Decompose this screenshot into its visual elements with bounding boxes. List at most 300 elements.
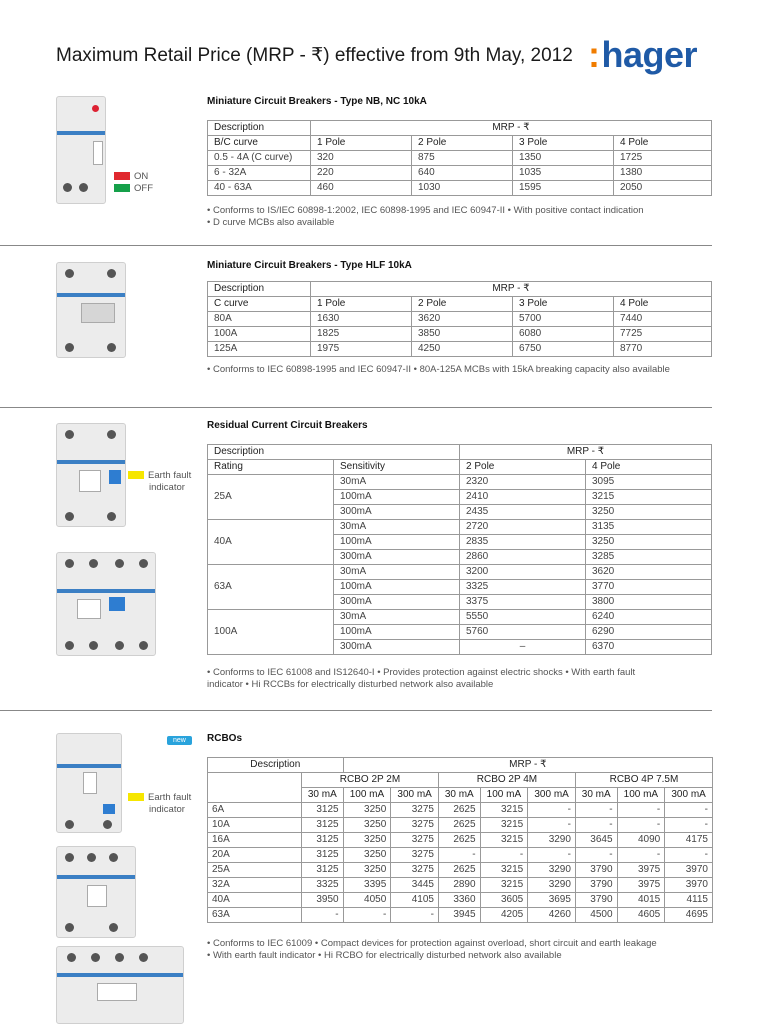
toggle-lever bbox=[93, 141, 103, 165]
table-row bbox=[208, 520, 712, 535]
table-row bbox=[208, 327, 712, 342]
toggle-lever bbox=[79, 470, 101, 492]
mcb-nb-table bbox=[207, 120, 712, 196]
cell: 3800 bbox=[586, 595, 712, 610]
cell: 3790 bbox=[575, 863, 617, 878]
cell: 100mA bbox=[334, 490, 460, 505]
header-sensitivity: 300 mA bbox=[528, 788, 576, 803]
cell: 3645 bbox=[575, 833, 617, 848]
table-row bbox=[208, 908, 713, 923]
header-curve: C curve bbox=[208, 297, 311, 312]
cell: 3215 bbox=[586, 490, 712, 505]
cell: 5760 bbox=[460, 625, 586, 640]
blue-stripe bbox=[57, 973, 183, 977]
test-button bbox=[109, 470, 121, 484]
note-line: • D curve MCBs also available bbox=[207, 217, 335, 228]
header-group: RCBO 2P 4M bbox=[438, 773, 575, 788]
legend-off-label: OFF bbox=[134, 183, 153, 194]
cell: 4605 bbox=[617, 908, 665, 923]
table-row bbox=[208, 312, 712, 327]
note-line: indicator • Hi RCCBs for electrically disturbed network also available bbox=[207, 679, 494, 690]
header-sensitivity: 30 mA bbox=[575, 788, 617, 803]
rccb-table bbox=[207, 444, 712, 655]
cell: 3325 bbox=[302, 878, 344, 893]
rating-cell: 32A bbox=[208, 878, 302, 893]
cell: 1975 bbox=[311, 342, 412, 357]
rccb-4pole-product-image bbox=[56, 552, 156, 656]
terminal-screw bbox=[107, 343, 116, 352]
table-row bbox=[208, 475, 712, 490]
cell: 30mA bbox=[334, 520, 460, 535]
cell: 1350 bbox=[513, 151, 614, 166]
cell: 460 bbox=[311, 181, 412, 196]
cell: 220 bbox=[311, 166, 412, 181]
cell: 1380 bbox=[614, 166, 712, 181]
terminal-screw bbox=[65, 343, 74, 352]
terminal-screw bbox=[139, 953, 148, 962]
cell: 3275 bbox=[391, 863, 439, 878]
cell: 300mA bbox=[334, 550, 460, 565]
cell: 100mA bbox=[334, 535, 460, 550]
rating-cell: 40A bbox=[208, 893, 302, 908]
cell: 3095 bbox=[586, 475, 712, 490]
note-line: • Conforms to IEC 61009 • Compact devices for protection against overload, short circuit and earth leakage bbox=[207, 938, 657, 949]
cell: 125A bbox=[208, 342, 311, 357]
mcb-hlf-product-image bbox=[56, 262, 126, 358]
terminal-screw bbox=[115, 641, 124, 650]
cell: 1725 bbox=[614, 151, 712, 166]
earth-fault-legend bbox=[128, 792, 191, 816]
table-row bbox=[208, 878, 713, 893]
cell: 3215 bbox=[480, 863, 528, 878]
cell: 6080 bbox=[513, 327, 614, 342]
test-button bbox=[103, 804, 115, 814]
cell: 3250 bbox=[586, 505, 712, 520]
header-2pole: 2 Pole bbox=[460, 460, 586, 475]
legend-indicator: indicator bbox=[149, 804, 185, 815]
cell: 2050 bbox=[614, 181, 712, 196]
header-mrp: MRP - ₹ bbox=[343, 758, 712, 773]
rating-cell: 40A bbox=[208, 520, 334, 565]
table-row bbox=[208, 166, 712, 181]
table-header-row bbox=[208, 121, 712, 136]
cell: 4175 bbox=[665, 833, 713, 848]
header-4pole: 4 Pole bbox=[586, 460, 712, 475]
cell: - bbox=[575, 818, 617, 833]
section-divider bbox=[0, 710, 712, 711]
cell: 3945 bbox=[438, 908, 480, 923]
cell: 100A bbox=[208, 327, 311, 342]
cell: 3695 bbox=[528, 893, 576, 908]
note-line: • Conforms to IS/IEC 60898-1:2002, IEC 60898-1995 and IEC 60947-II • With positive contact indication bbox=[207, 205, 644, 216]
rating-cell: 63A bbox=[208, 565, 334, 610]
cell: 3290 bbox=[528, 863, 576, 878]
terminal-screw bbox=[79, 183, 88, 192]
header-pole: 3 Pole bbox=[513, 297, 614, 312]
cell: 3135 bbox=[586, 520, 712, 535]
cell: - bbox=[343, 908, 391, 923]
header-sensitivity: Sensitivity bbox=[334, 460, 460, 475]
rcbo-4m-product-image bbox=[56, 846, 136, 938]
cell: 2625 bbox=[438, 863, 480, 878]
terminal-screw bbox=[89, 641, 98, 650]
rccb-2pole-product-image bbox=[56, 423, 126, 527]
new-badge: new bbox=[167, 736, 192, 745]
note-line: • Conforms to IEC 60898-1995 and IEC 60947-II • 80A-125A MCBs with 15kA breaking capacity also available bbox=[207, 364, 670, 375]
terminal-screw bbox=[107, 269, 116, 278]
cell: 3975 bbox=[617, 863, 665, 878]
blue-stripe bbox=[57, 875, 135, 879]
cell: 3250 bbox=[586, 535, 712, 550]
cell: - bbox=[617, 848, 665, 863]
header-description: Description bbox=[208, 282, 311, 297]
cell: 4205 bbox=[480, 908, 528, 923]
terminal-screw bbox=[115, 559, 124, 568]
cell: 3250 bbox=[343, 848, 391, 863]
table-row bbox=[208, 833, 713, 848]
legend-earth-fault: Earth fault bbox=[148, 470, 192, 481]
cell: 2410 bbox=[460, 490, 586, 505]
toggle-lever bbox=[87, 885, 107, 907]
cell: 3250 bbox=[343, 818, 391, 833]
terminal-screw bbox=[107, 512, 116, 521]
cell: 3290 bbox=[528, 833, 576, 848]
earth-fault-swatch bbox=[128, 793, 144, 801]
cell: 3200 bbox=[460, 565, 586, 580]
header-pole: 3 Pole bbox=[513, 136, 614, 151]
earth-fault-swatch bbox=[128, 471, 144, 479]
header-pole: 2 Pole bbox=[412, 136, 513, 151]
cell: 4250 bbox=[412, 342, 513, 357]
cell: 3285 bbox=[586, 550, 712, 565]
cell: 2625 bbox=[438, 803, 480, 818]
cell: - bbox=[528, 803, 576, 818]
table-header-row bbox=[208, 297, 712, 312]
cell: - bbox=[480, 848, 528, 863]
rcbo-7m-product-image bbox=[56, 946, 184, 1024]
cell: 3360 bbox=[438, 893, 480, 908]
cell: 2320 bbox=[460, 475, 586, 490]
cell: 4500 bbox=[575, 908, 617, 923]
cell: - bbox=[528, 818, 576, 833]
header-pole: 1 Pole bbox=[311, 297, 412, 312]
header-pole: 1 Pole bbox=[311, 136, 412, 151]
cell: 2860 bbox=[460, 550, 586, 565]
cell: 3950 bbox=[302, 893, 344, 908]
cell: 3125 bbox=[302, 848, 344, 863]
rating-cell: 6A bbox=[208, 803, 302, 818]
cell: 3790 bbox=[575, 878, 617, 893]
cell: - bbox=[391, 908, 439, 923]
cell: 1825 bbox=[311, 327, 412, 342]
hager-logo bbox=[588, 34, 697, 76]
cell: 3215 bbox=[480, 878, 528, 893]
header-description: Description bbox=[208, 445, 460, 460]
cell: 2835 bbox=[460, 535, 586, 550]
cell: 4115 bbox=[665, 893, 713, 908]
cell: 6 - 32A bbox=[208, 166, 311, 181]
cell: 300mA bbox=[334, 640, 460, 655]
cell: 3250 bbox=[343, 803, 391, 818]
header-mrp: MRP - ₹ bbox=[311, 282, 712, 297]
cell: 3290 bbox=[528, 878, 576, 893]
off-swatch bbox=[114, 184, 130, 192]
header-sensitivity: 30 mA bbox=[438, 788, 480, 803]
cell: 4090 bbox=[617, 833, 665, 848]
terminal-screw bbox=[115, 953, 124, 962]
cell: 6370 bbox=[586, 640, 712, 655]
cell: 3125 bbox=[302, 818, 344, 833]
section-title-mcb-hlf: Miniature Circuit Breakers - Type HLF 10kA bbox=[207, 260, 412, 271]
cell: - bbox=[665, 803, 713, 818]
table-row bbox=[208, 863, 713, 878]
logo-colon: : bbox=[588, 34, 600, 75]
cell: 3620 bbox=[586, 565, 712, 580]
cell: 3215 bbox=[480, 818, 528, 833]
cell: - bbox=[665, 848, 713, 863]
rccb-notes bbox=[207, 667, 707, 691]
rating-cell: 16A bbox=[208, 833, 302, 848]
section-title-rccb: Residual Current Circuit Breakers bbox=[207, 420, 368, 431]
legend-earth-fault: Earth fault bbox=[148, 792, 192, 803]
cell: 2625 bbox=[438, 818, 480, 833]
earth-fault-legend bbox=[128, 470, 191, 494]
rating-cell: 63A bbox=[208, 908, 302, 923]
terminal-screw bbox=[139, 641, 148, 650]
table-row bbox=[208, 848, 713, 863]
cell: 2435 bbox=[460, 505, 586, 520]
mcb-hlf-table bbox=[207, 281, 712, 357]
cell: 3125 bbox=[302, 833, 344, 848]
rating-cell: 100A bbox=[208, 610, 334, 655]
terminal-screw bbox=[65, 820, 74, 829]
cell: 100mA bbox=[334, 580, 460, 595]
cell: 3770 bbox=[586, 580, 712, 595]
cell: 3125 bbox=[302, 863, 344, 878]
table-header-row bbox=[208, 282, 712, 297]
rating-cell: 10A bbox=[208, 818, 302, 833]
rating-cell: 20A bbox=[208, 848, 302, 863]
header-pole: 4 Pole bbox=[614, 297, 712, 312]
header-mrp: MRP - ₹ bbox=[460, 445, 712, 460]
terminal-screw bbox=[139, 559, 148, 568]
cell: 0.5 - 4A (C curve) bbox=[208, 151, 311, 166]
cell: 2890 bbox=[438, 878, 480, 893]
table-row bbox=[208, 151, 712, 166]
cell: 3970 bbox=[665, 863, 713, 878]
terminal-screw bbox=[65, 853, 74, 862]
cell: 3275 bbox=[391, 818, 439, 833]
cell: 6750 bbox=[513, 342, 614, 357]
cell: 1030 bbox=[412, 181, 513, 196]
cell: 30mA bbox=[334, 610, 460, 625]
terminal-screw bbox=[89, 559, 98, 568]
cell: 80A bbox=[208, 312, 311, 327]
terminal-screw bbox=[65, 269, 74, 278]
table-header-row bbox=[208, 758, 713, 773]
table-row bbox=[208, 803, 713, 818]
section-divider bbox=[0, 245, 712, 246]
terminal-screw bbox=[65, 559, 74, 568]
section-title-mcb-nb: Miniature Circuit Breakers - Type NB, NC 10kA bbox=[207, 96, 427, 107]
toggle-lever bbox=[97, 983, 137, 1001]
table-header-row bbox=[208, 773, 713, 788]
header-sensitivity: 100 mA bbox=[480, 788, 528, 803]
header-mrp: MRP - ₹ bbox=[311, 121, 712, 136]
cell: 640 bbox=[412, 166, 513, 181]
table-row bbox=[208, 610, 712, 625]
cell: 40 - 63A bbox=[208, 181, 311, 196]
header-sensitivity: 300 mA bbox=[391, 788, 439, 803]
on-swatch bbox=[114, 172, 130, 180]
note-line: • Conforms to IEC 61008 and IS12640-I • Provides protection against electric shocks • With earth fault bbox=[207, 667, 636, 678]
cell: 3620 bbox=[412, 312, 513, 327]
rcbo-notes bbox=[207, 938, 727, 962]
table-header-row bbox=[208, 445, 712, 460]
table-row bbox=[208, 565, 712, 580]
legend-indicator: indicator bbox=[149, 482, 185, 493]
header-sensitivity: 100 mA bbox=[343, 788, 391, 803]
rating-cell: 25A bbox=[208, 863, 302, 878]
terminal-screw bbox=[65, 641, 74, 650]
cell: 1630 bbox=[311, 312, 412, 327]
rcbo-table-body bbox=[208, 803, 713, 923]
cell: 3250 bbox=[343, 833, 391, 848]
toggle-lever bbox=[83, 772, 97, 794]
terminal-screw bbox=[67, 953, 76, 962]
cell: 875 bbox=[412, 151, 513, 166]
cell: 3395 bbox=[343, 878, 391, 893]
terminal-screw bbox=[91, 953, 100, 962]
header-sensitivity: 100 mA bbox=[617, 788, 665, 803]
blue-stripe bbox=[57, 460, 125, 464]
cell: - bbox=[438, 848, 480, 863]
header-pole: 2 Pole bbox=[412, 297, 513, 312]
terminal-screw bbox=[87, 853, 96, 862]
blue-stripe bbox=[57, 131, 105, 135]
blue-stripe bbox=[57, 764, 121, 768]
terminal-screw bbox=[109, 853, 118, 862]
table-header-row bbox=[208, 460, 712, 475]
header-blank bbox=[208, 773, 302, 803]
section-divider bbox=[0, 407, 712, 408]
section-title-rcbo: RCBOs bbox=[207, 733, 243, 744]
cell: 3275 bbox=[391, 848, 439, 863]
terminal-screw bbox=[65, 512, 74, 521]
cell: 1595 bbox=[513, 181, 614, 196]
table-row bbox=[208, 818, 713, 833]
table-row bbox=[208, 893, 713, 908]
toggle-lever bbox=[81, 303, 115, 323]
cell: - bbox=[528, 848, 576, 863]
cell: 4015 bbox=[617, 893, 665, 908]
header-pole: 4 Pole bbox=[614, 136, 712, 151]
cell: - bbox=[617, 803, 665, 818]
cell: 3215 bbox=[480, 803, 528, 818]
on-off-legend bbox=[114, 171, 153, 195]
logo-text: hager bbox=[601, 34, 698, 75]
header-group: RCBO 4P 7.5M bbox=[575, 773, 712, 788]
cell: 3215 bbox=[480, 833, 528, 848]
table-header-row bbox=[208, 136, 712, 151]
cell: 3125 bbox=[302, 803, 344, 818]
rcbo-2m-product-image bbox=[56, 733, 122, 833]
cell: 3275 bbox=[391, 803, 439, 818]
table-row bbox=[208, 342, 712, 357]
rcbo-table bbox=[207, 757, 713, 923]
blue-stripe bbox=[57, 293, 125, 297]
cell: 3250 bbox=[343, 863, 391, 878]
cell: 2625 bbox=[438, 833, 480, 848]
cell: 3325 bbox=[460, 580, 586, 595]
terminal-screw bbox=[107, 430, 116, 439]
header-sensitivity: 300 mA bbox=[665, 788, 713, 803]
header-rating: Rating bbox=[208, 460, 334, 475]
cell: 100mA bbox=[334, 625, 460, 640]
cell: 8770 bbox=[614, 342, 712, 357]
cell: 30mA bbox=[334, 565, 460, 580]
cell: 4050 bbox=[343, 893, 391, 908]
header-group: RCBO 2P 2M bbox=[302, 773, 439, 788]
terminal-screw bbox=[65, 923, 74, 932]
cell: 300mA bbox=[334, 505, 460, 520]
cell: 5550 bbox=[460, 610, 586, 625]
cell: 300mA bbox=[334, 595, 460, 610]
cell: 7725 bbox=[614, 327, 712, 342]
cell: 6240 bbox=[586, 610, 712, 625]
cell: 30mA bbox=[334, 475, 460, 490]
cell: - bbox=[302, 908, 344, 923]
cell: 3605 bbox=[480, 893, 528, 908]
cell: 2720 bbox=[460, 520, 586, 535]
cell: 5700 bbox=[513, 312, 614, 327]
legend-on-label: ON bbox=[134, 171, 149, 182]
cell: - bbox=[665, 818, 713, 833]
cell: 3850 bbox=[412, 327, 513, 342]
cell: 3375 bbox=[460, 595, 586, 610]
cell: 1035 bbox=[513, 166, 614, 181]
cell: 3445 bbox=[391, 878, 439, 893]
header-description: Description bbox=[208, 758, 344, 773]
page-title: Maximum Retail Price (MRP - ₹) effective from 9th May, 2012 bbox=[56, 45, 573, 66]
note-line: • With earth fault indicator • Hi RCBO for electrically disturbed network also available bbox=[207, 950, 562, 961]
header-sensitivity: 30 mA bbox=[302, 788, 344, 803]
cell: - bbox=[575, 803, 617, 818]
cell: - bbox=[617, 818, 665, 833]
cell: 3975 bbox=[617, 878, 665, 893]
table-row bbox=[208, 181, 712, 196]
cell: 7440 bbox=[614, 312, 712, 327]
header-description: Description bbox=[208, 121, 311, 136]
toggle-lever bbox=[77, 599, 101, 619]
terminal-screw bbox=[63, 183, 72, 192]
mcb-hlf-notes bbox=[207, 364, 687, 376]
cell: 4105 bbox=[391, 893, 439, 908]
red-indicator bbox=[92, 105, 99, 112]
terminal-screw bbox=[65, 430, 74, 439]
test-button bbox=[109, 597, 125, 611]
mcb-nb-notes bbox=[207, 205, 707, 229]
terminal-screw bbox=[109, 923, 118, 932]
cell: – bbox=[460, 640, 586, 655]
cell: 4695 bbox=[665, 908, 713, 923]
cell: - bbox=[575, 848, 617, 863]
cell: 4260 bbox=[528, 908, 576, 923]
cell: 3790 bbox=[575, 893, 617, 908]
cell: 3275 bbox=[391, 833, 439, 848]
mcb-nb-product-image bbox=[56, 96, 106, 204]
blue-stripe bbox=[57, 589, 155, 593]
